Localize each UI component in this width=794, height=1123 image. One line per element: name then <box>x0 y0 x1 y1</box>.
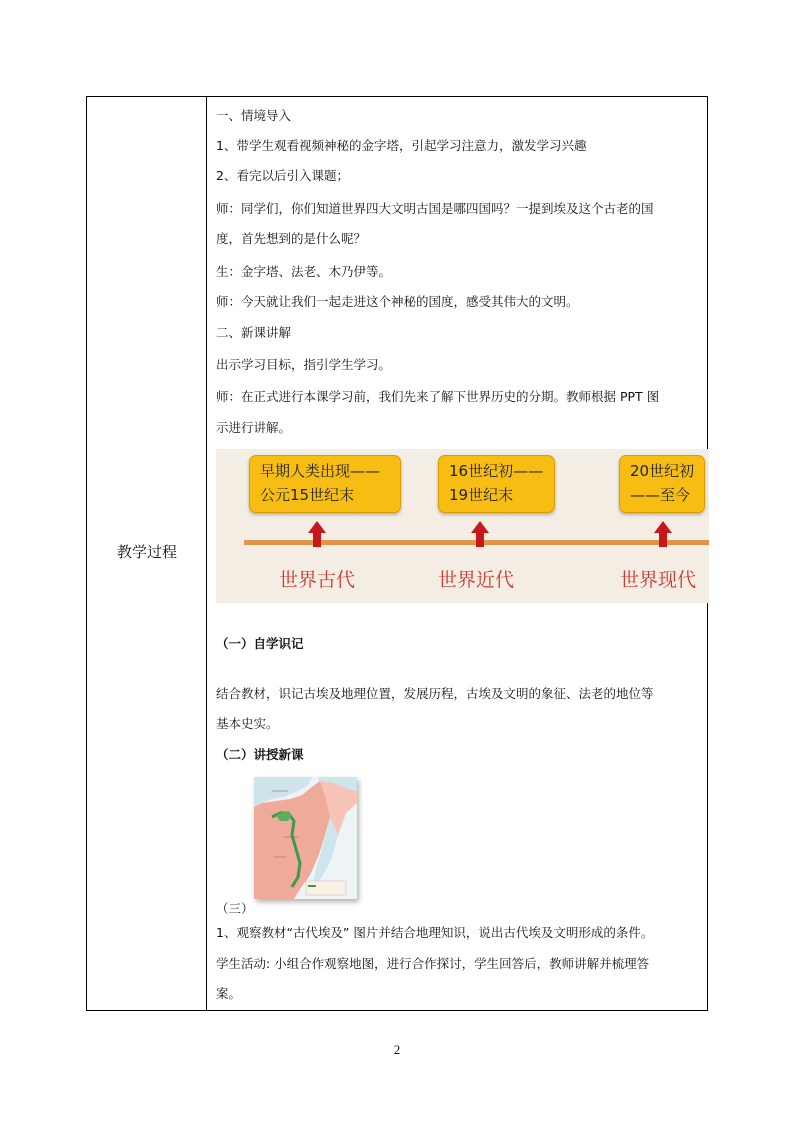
up-arrow-icon <box>308 521 326 547</box>
ancient-egypt-map-image <box>254 777 357 899</box>
up-arrow-icon <box>471 521 489 547</box>
text-line: 出示学习目标，指引学生学习。 <box>216 357 392 372</box>
text-line: 结合教材，识记古埃及地理位置，发展历程，古埃及文明的象征、法老的地位等 <box>216 686 654 701</box>
text-line: 2、看完以后引入课题； <box>216 168 349 183</box>
subsection-heading: （二）讲授新课 <box>216 747 304 762</box>
intro-heading: 一、情境导入 <box>216 108 292 123</box>
timeline-box-ancient: 早期人类出现—— 公元15世纪末 <box>249 455 401 513</box>
subsection-heading: （一）自学识记 <box>216 636 304 651</box>
text-line: 度，首先想到的是什么呢？ <box>216 231 367 246</box>
text-line: 基本史实。 <box>216 716 279 731</box>
text-line: 1、带学生观看视频神秘的金字塔，引起学习注意力，激发学习兴趣 <box>216 138 587 153</box>
era-contemporary: 世界现代 <box>620 569 697 591</box>
text-line: 学生活动: 小组合作观察地图，进行合作探讨，学生回答后，教师讲解并梳理答 <box>216 956 650 971</box>
era-modern: 世界近代 <box>438 569 515 591</box>
subsection-heading: （三） <box>216 901 254 916</box>
lesson-table <box>86 96 708 1011</box>
timeline-box-modern: 16世纪初—— 19世纪末 <box>438 455 555 513</box>
lesson-heading: 二、新课讲解 <box>216 325 292 340</box>
text-line: 案。 <box>216 986 242 1001</box>
era-ancient: 世界古代 <box>279 569 356 591</box>
page-number: 2 <box>393 1042 401 1057</box>
text-line: 师：今天就让我们一起走进这个神秘的国度，感受其伟大的文明。 <box>216 294 579 309</box>
text-line: 师：在正式进行本课学习前，我们先来了解下世界历史的分期。教师根据 PPT 图 <box>216 389 660 404</box>
text-line: 生：金字塔、法老、木乃伊等。 <box>216 264 392 279</box>
timeline-box-contemporary: 20世纪初 ——至今 <box>619 455 705 513</box>
history-timeline-image <box>216 449 709 603</box>
up-arrow-icon <box>654 521 672 547</box>
content-cell <box>208 97 708 1010</box>
text-line: 示进行讲解。 <box>216 420 292 435</box>
label-column <box>87 97 207 1010</box>
section-label: 教学过程 <box>116 543 177 561</box>
map-figure <box>254 777 357 899</box>
text-line: 1、观察教材“古代埃及” 图片并结合地理知识，说出古代埃及文明形成的条件。 <box>216 925 654 940</box>
text-line: 师：同学们，你们知道世界四大文明古国是哪四国吗？一提到埃及这个古老的国 <box>216 201 654 216</box>
